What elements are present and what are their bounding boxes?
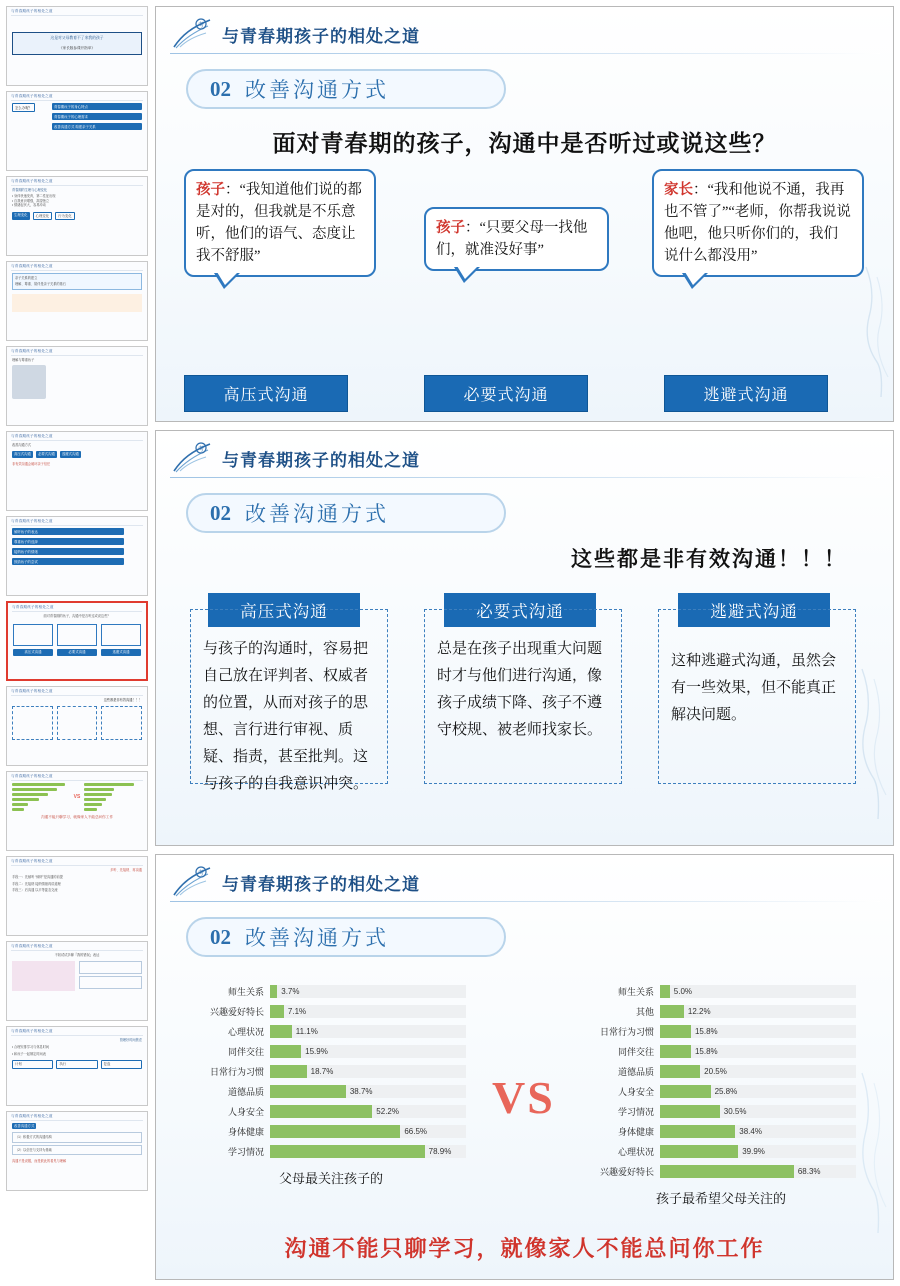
thumb-title: 与青春期孩子的相处之道 [11, 179, 53, 183]
chart-bar-track [270, 1025, 466, 1038]
column-title-necessity: 必要式沟通 [444, 593, 596, 627]
chart-bar-track [660, 1145, 856, 1158]
speaker-colon: ： [465, 220, 480, 236]
divider [11, 1120, 143, 1121]
column-body-avoidance: 这种逃避式沟通，虽然会有一些效果，但不能真正解决问题。 [658, 609, 856, 784]
chart-category-label: 心理状况 [617, 1147, 654, 1157]
thumb-title: 与青春期孩子的相处之道 [11, 264, 53, 268]
divider [11, 270, 143, 271]
chart-value-label: 15.8% [694, 1027, 718, 1036]
decorative-brush-icon [856, 661, 890, 831]
chart-category-label: 兴趣爱好特长 [599, 1167, 654, 1177]
page-title: 与青春期孩子的相处之道 [222, 26, 420, 46]
chart-value-label: 18.7% [310, 1067, 334, 1076]
page-title: 与青春期孩子的相处之道 [222, 450, 420, 470]
brush-logo-icon [170, 865, 214, 899]
thumb-title: 与青春期孩子的相处之道 [12, 605, 54, 609]
chart-bar-row [586, 1063, 856, 1080]
speaker-label: 孩子 [436, 220, 465, 236]
chart-category-label: 兴趣爱好特长 [209, 1007, 264, 1017]
chart-value-label: 5.0% [673, 987, 693, 996]
chart-bar-fill [270, 1125, 400, 1138]
chart-bar-row [196, 1143, 466, 1160]
tag-avoidance: 逃避式沟通 [664, 375, 828, 412]
chart-bar-fill [660, 1145, 738, 1158]
chart-value-label: 11.1% [295, 1027, 318, 1036]
header-divider [170, 901, 880, 902]
chart-bar-fill [270, 985, 277, 998]
list-item[interactable] [6, 771, 148, 851]
chart-category-label: 道德品质 [617, 1067, 654, 1077]
chart-bar-track [270, 1065, 466, 1078]
thumb-body [12, 18, 142, 82]
slide-footer-note: 沟通不能只聊学习，就像家人不能总问你工作 [284, 1236, 765, 1261]
thumb-title: 与青春期孩子的相处之道 [11, 1029, 53, 1033]
thumb-title: 与青春期孩子的相处之道 [11, 689, 53, 693]
comparison-charts [196, 983, 856, 1213]
chart-bar-row [196, 1043, 466, 1060]
thumb-caption: 怎么办呢？ [12, 103, 35, 112]
slide-header [170, 865, 420, 899]
chart-value-label: 25.8% [714, 1087, 738, 1096]
thumb-title: 与青春期孩子的相处之道 [11, 1114, 53, 1118]
section-number: 02 [210, 76, 231, 101]
chart-category-label: 同伴交往 [227, 1047, 264, 1057]
chart-bar-fill [270, 1045, 301, 1058]
bubble-text: “我知道他们说的都是对的，但我就是不乐意听，他们的语气、态度让我不舒服” [196, 182, 362, 264]
chart-bar-row [586, 1043, 856, 1060]
thumb-body: 青春期的生理与心理变化 • 身体快速发育，第二性征出现 • 自我意识增强，渴望独立 • 情绪起伏大，容易冲动 生理变化 心理变化 行为变化 [12, 188, 142, 252]
decorative-brush-icon [856, 1065, 890, 1245]
chart-value-label: 52.2% [376, 1107, 399, 1116]
chart-bar-fill [270, 1065, 307, 1078]
chart-bar-fill [660, 985, 670, 998]
list-item[interactable] [6, 1026, 148, 1106]
slide-canvas-2[interactable] [155, 430, 894, 846]
chart-category-label: 道德品质 [227, 1087, 264, 1097]
chart-category-label: 学习情况 [227, 1147, 264, 1157]
chart-category-label: 同伴交往 [617, 1047, 654, 1057]
list-item[interactable] [6, 261, 148, 341]
list-item-selected[interactable] [6, 601, 148, 681]
chart-value-label: 20.5% [704, 1067, 727, 1076]
section-badge [186, 493, 506, 533]
chart-bar-fill [660, 1125, 735, 1138]
thumb-title: 与青春期孩子的相处之道 [11, 349, 53, 353]
chart-bar-track [660, 1105, 856, 1118]
list-item[interactable] [6, 941, 148, 1021]
speaker-label: 孩子 [196, 182, 225, 198]
chart-value-label: 38.4% [739, 1127, 762, 1136]
thumb-body: 亲子关系的建立 理解、尊重、陪伴是亲子关系的基石 [12, 273, 142, 337]
thumb-title: 与青春期孩子的相处之道 [11, 9, 53, 13]
chart-bar-fill [270, 1005, 284, 1018]
chart-parents-focus [196, 983, 466, 1186]
chart-bar-track [660, 1165, 856, 1178]
chart-value-label: 30.5% [723, 1107, 747, 1116]
thumb-caption: 面对青春期的孩子，沟通中是否听过或说这些？ [43, 614, 111, 618]
thumb-body [12, 698, 142, 762]
speaker-colon: ： [693, 182, 708, 198]
speech-bubble-child-1 [184, 169, 376, 277]
section-badge [186, 69, 506, 109]
chart-bar-track [660, 1125, 856, 1138]
list-item[interactable] [6, 91, 148, 171]
chart-bar-fill [660, 1005, 684, 1018]
chart-category-label: 师生关系 [227, 987, 264, 997]
chart-bar-track [660, 1045, 856, 1058]
header-divider [170, 53, 880, 54]
chart-value-label: 3.7% [281, 987, 300, 996]
chart-bar-track [270, 1105, 466, 1118]
chart-bar-row [196, 1083, 466, 1100]
chart-bar-fill [660, 1045, 691, 1058]
slide-thumbnail-rail[interactable] [6, 6, 148, 1280]
slide-headline: 这些都是非有效沟通！！！ [571, 547, 847, 571]
chart-value-label: 15.9% [305, 1047, 328, 1056]
bubble-text: “我和他说不通，我再也不管了”“老师，你帮我说说他吧，他只听你们的，我们说什么都没用” [664, 182, 851, 264]
chart-value-label: 78.9% [428, 1147, 452, 1156]
thumb-subcaption: 《家长版参课开指单》 [59, 46, 95, 50]
chart-category-label: 日常行为习惯 [599, 1027, 654, 1037]
chart-category-label: 师生关系 [617, 987, 654, 997]
chart-children-wish [586, 983, 856, 1206]
chart-bar-track [270, 1045, 466, 1058]
thumb-body: 面对青春期的孩子，沟通中是否听过或说这些？ 高压式沟通 必要式沟通 逃避式沟通 [13, 614, 141, 676]
thumb-caption: 管理好时间焦虑 [119, 1038, 142, 1042]
thumb-caption: 多听、先接纳、再沟通 [110, 868, 142, 872]
chart-bar-row [196, 983, 466, 1000]
chart-bar-track [660, 1005, 856, 1018]
chart-bar-fill [270, 1085, 346, 1098]
chart-value-label: 39.9% [742, 1147, 765, 1156]
divider [11, 1035, 143, 1036]
chart-bar-row [586, 1123, 856, 1140]
thumb-title: 与青春期孩子的相处之道 [11, 434, 53, 438]
chart-bar-fill [660, 1025, 691, 1038]
list-item[interactable] [6, 856, 148, 936]
thumb-caption: 不妨试试多聊『我的错误』表达 [54, 953, 100, 957]
chart-bar-row [586, 1083, 856, 1100]
brush-logo-icon [170, 441, 214, 475]
chart-bar-fill [660, 1165, 794, 1178]
chart-bar-track [270, 1145, 466, 1158]
chart-category-label: 人身安全 [227, 1107, 264, 1117]
list-item[interactable] [6, 346, 148, 426]
chart-bar-track [660, 1025, 856, 1038]
slide-canvas-1[interactable] [155, 6, 894, 422]
thumb-caption: 理解与尊重孩子 [12, 358, 35, 362]
thumb-body: 倾听孩子的表达 尊重孩子的选择 接纳孩子的情绪 鼓励孩子的尝试 [12, 528, 142, 592]
list-item[interactable] [6, 431, 148, 511]
chart-category-label: 身体健康 [227, 1127, 264, 1137]
tag-high-pressure: 高压式沟通 [184, 375, 348, 412]
divider [11, 355, 143, 356]
vs-label: VS [492, 1072, 555, 1123]
slide-header [170, 17, 420, 51]
chart-bar-row [586, 1103, 856, 1120]
chart-bar-track [270, 1125, 466, 1138]
list-item[interactable] [6, 1111, 148, 1191]
chart-bar-fill [660, 1085, 711, 1098]
divider [11, 780, 143, 781]
chart-category-label: 人身安全 [617, 1087, 654, 1097]
slide-canvas-3[interactable] [155, 854, 894, 1280]
chart-value-label: 15.8% [694, 1047, 718, 1056]
header-divider [170, 477, 880, 478]
slide-question: 面对青春期的孩子，沟通中是否听过或说这些？ [272, 131, 777, 156]
thumb-body [12, 953, 142, 1017]
chart-bar-track [270, 1085, 466, 1098]
thumb-caption: 改善沟通方式 [14, 1124, 35, 1128]
speaker-colon: ： [225, 182, 240, 198]
chart-category-label: 学习情况 [617, 1107, 654, 1117]
section-badge [186, 917, 506, 957]
thumb-caption: 改善沟通方式 [12, 443, 32, 447]
thumb-body [12, 358, 142, 422]
chart-bar-track [660, 1065, 856, 1078]
thumb-body: 管理好时间焦虑 • 合理安排学习与休息时间 • 和孩子一起制定时间表 计划 执行 复盘 [12, 1038, 142, 1102]
chart-bar-track [660, 985, 856, 998]
divider [11, 15, 143, 16]
chart-bar-row [196, 1063, 466, 1080]
chart-bar-row [586, 1023, 856, 1040]
chart-title-right: 孩子最希望父母关注的 [655, 1191, 786, 1206]
thumb-title: 与青春期孩子的相处之道 [11, 944, 53, 948]
divider [11, 950, 143, 951]
list-item[interactable] [6, 6, 148, 86]
thumb-body: 多听、先接纳、再沟通 手段一：先倾听 “倾听”是沟通的前提 手段二：先接纳 接纳情绪再讲道理 手段三：后沟通 以平等姿态交流 [12, 868, 142, 893]
chart-bar-fill [660, 1105, 720, 1118]
chart-bar-row [196, 1103, 466, 1120]
divider [11, 185, 143, 186]
thumb-body: 怎么办呢？ 青春期孩子的身心特点 青春期孩子的心理需求 改善沟通方式 构建亲子关系 [12, 103, 142, 167]
divider [11, 440, 143, 441]
thumb-body: 改善沟通方式 （1）积极方式的沟通结构 （2）以信任与支持为基础 沟通不是说服，而是彼此的看见与理解 [12, 1123, 142, 1187]
chart-value-label: 38.7% [349, 1087, 373, 1096]
chart-bar-track [660, 1085, 856, 1098]
thumb-title: 与青春期孩子的相处之道 [11, 859, 53, 863]
svg-text:考: 考 [198, 447, 205, 453]
column-title-high-pressure: 高压式沟通 [208, 593, 360, 627]
speech-bubble-parent [652, 169, 864, 277]
thumb-caption: 这是对父母教育不了来我的孩子 [50, 36, 104, 40]
chart-category-label: 其他 [635, 1007, 654, 1017]
svg-text:考: 考 [198, 23, 205, 29]
list-item[interactable] [6, 686, 148, 766]
slide-header [170, 441, 420, 475]
section-number: 02 [210, 924, 231, 949]
list-item[interactable] [6, 176, 148, 256]
svg-text:考: 考 [198, 871, 205, 877]
section-name: 改善沟通方式 [245, 78, 389, 102]
thumb-caption: 这些都是非有效沟通！！！ [103, 698, 142, 702]
chart-value-label: 12.2% [687, 1007, 711, 1016]
thumb-caption: 亲子关系的建立 [15, 276, 38, 280]
chart-bar-track [270, 1005, 466, 1018]
chart-bar-row [196, 1023, 466, 1040]
divider [11, 695, 143, 696]
column-title-avoidance: 逃避式沟通 [678, 593, 830, 627]
chart-bar-track [270, 985, 466, 998]
thumb-body: VS 沟通不能只聊学习，就像家人不能总问你工作 [12, 783, 142, 847]
speaker-label: 家长 [664, 182, 693, 198]
bubble-text: “只要父母一找他们，就准没好事” [436, 220, 588, 258]
thumb-caption: 沟通不能只聊学习，就像家人不能总问你工作 [41, 815, 113, 819]
thumb-caption: 青春期的生理与心理变化 [12, 188, 48, 192]
thumb-title: 与青春期孩子的相处之道 [11, 519, 53, 523]
section-name: 改善沟通方式 [245, 926, 389, 950]
tag-necessity: 必要式沟通 [424, 375, 588, 412]
chart-bar-row [586, 983, 856, 1000]
speech-bubble-child-2 [424, 207, 609, 271]
page-title: 与青春期孩子的相处之道 [222, 874, 420, 894]
divider [11, 525, 143, 526]
section-number: 02 [210, 500, 231, 525]
list-item[interactable] [6, 516, 148, 596]
chart-bar-row [196, 1003, 466, 1020]
thumb-body: 改善沟通方式 高压式沟通 必要式沟通 逃避式沟通 非有效沟通会破坏亲子信任 [12, 443, 142, 507]
chart-value-label: 66.5% [404, 1127, 428, 1136]
decorative-brush-icon [861, 257, 891, 407]
chart-bar-row [586, 1003, 856, 1020]
chart-bar-row [586, 1163, 856, 1180]
chart-bar-fill [660, 1065, 700, 1078]
column-body-high-pressure: 与孩子的沟通时，容易把自己放在评判者、权威者的位置，从而对孩子的思想、言行进行审视、质疑、指责，甚至批判。这与孩子的自我意识冲突。 [190, 609, 388, 784]
brush-logo-icon [170, 17, 214, 51]
chart-category-label: 身体健康 [617, 1127, 654, 1137]
chart-bar-row [586, 1143, 856, 1160]
chart-bar-row [196, 1123, 466, 1140]
chart-title-left: 父母最关注孩子的 [278, 1171, 383, 1186]
thumb-title: 与青春期孩子的相处之道 [11, 774, 53, 778]
chart-bar-fill [270, 1145, 425, 1158]
column-body-necessity: 总是在孩子出现重大问题时才与他们进行沟通，像孩子成绩下降、孩子不遵守校规、被老师找家长。 [424, 609, 622, 784]
chart-bar-fill [270, 1105, 372, 1118]
chart-bar-fill [270, 1025, 292, 1038]
chart-value-label: 68.3% [797, 1167, 821, 1176]
chart-category-label: 日常行为习惯 [209, 1067, 264, 1077]
chart-category-label: 心理状况 [227, 1027, 264, 1037]
divider [11, 100, 143, 101]
thumb-title: 与青春期孩子的相处之道 [11, 94, 53, 98]
divider [12, 611, 142, 612]
chart-value-label: 7.1% [287, 1007, 307, 1016]
divider [11, 865, 143, 866]
section-name: 改善沟通方式 [245, 502, 389, 526]
